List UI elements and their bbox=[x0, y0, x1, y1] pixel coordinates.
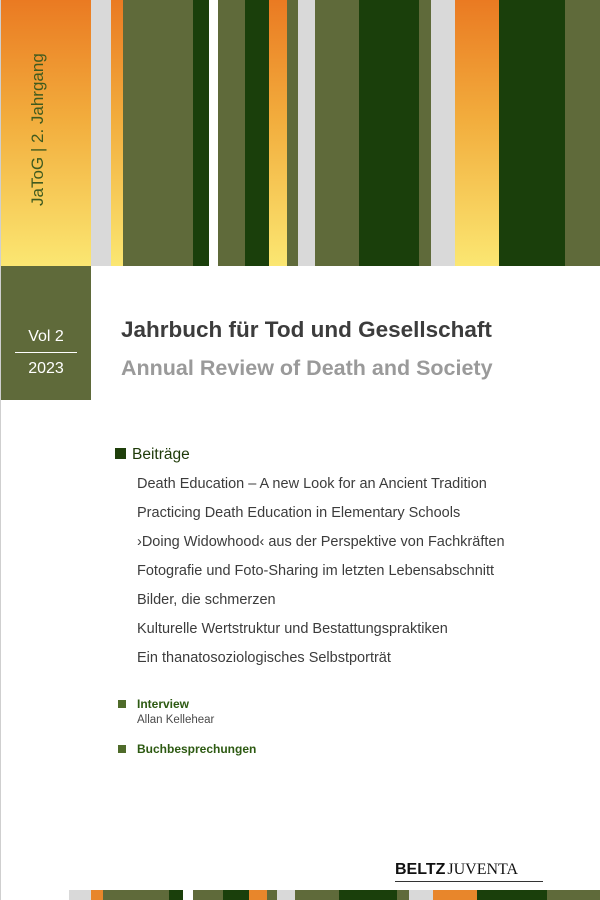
article-item: Practicing Death Education in Elementary Schools bbox=[137, 505, 461, 521]
square-bullet-icon bbox=[115, 448, 126, 459]
volume-number: Vol 2 bbox=[28, 328, 64, 345]
reviews-heading bbox=[118, 742, 256, 756]
bottom-stripe-pattern bbox=[69, 890, 600, 900]
stripe-pattern bbox=[1, 0, 600, 266]
articles-heading-label: Beiträge bbox=[132, 446, 190, 463]
article-item: ›Doing Widowhood‹ aus der Perspektive von Fachkräften bbox=[137, 534, 505, 550]
title-german: Jahrbuch für Tod und Gesellschaft bbox=[121, 317, 492, 342]
square-bullet-icon bbox=[118, 745, 126, 753]
publisher-juventa: JUVENTA bbox=[447, 861, 519, 878]
bottom-stripe-band bbox=[69, 890, 600, 900]
publisher-logo bbox=[395, 861, 545, 887]
interview-heading-label: Interview bbox=[137, 697, 190, 711]
reviews-heading-label: Buchbesprechungen bbox=[137, 742, 257, 756]
article-item: Death Education – A new Look for an Ancient Tradition bbox=[137, 476, 487, 492]
title-english: Annual Review of Death and Society bbox=[121, 356, 493, 380]
volume-divider bbox=[15, 352, 77, 353]
interview-heading bbox=[118, 697, 189, 711]
articles-list bbox=[137, 476, 505, 679]
spine-label: JaToG | 2. Jahrgang bbox=[28, 53, 47, 206]
articles-heading bbox=[115, 446, 190, 464]
volume-year: 2023 bbox=[28, 360, 64, 377]
stripe-band bbox=[1, 0, 600, 266]
publisher-beltz: BELTZ bbox=[395, 861, 446, 878]
interview-name: Allan Kellehear bbox=[137, 714, 215, 726]
article-item: Ein thanatosoziologisches Selbstporträt bbox=[137, 650, 391, 666]
square-bullet-icon bbox=[118, 700, 126, 708]
article-item: Fotografie und Foto-Sharing im letzten Lebensabschnitt bbox=[137, 563, 495, 579]
publisher-underline bbox=[395, 881, 543, 882]
article-item: Bilder, die schmerzen bbox=[137, 592, 276, 608]
article-item: Kulturelle Wertstruktur und Bestattungspraktiken bbox=[137, 621, 448, 637]
volume-box bbox=[1, 266, 91, 400]
